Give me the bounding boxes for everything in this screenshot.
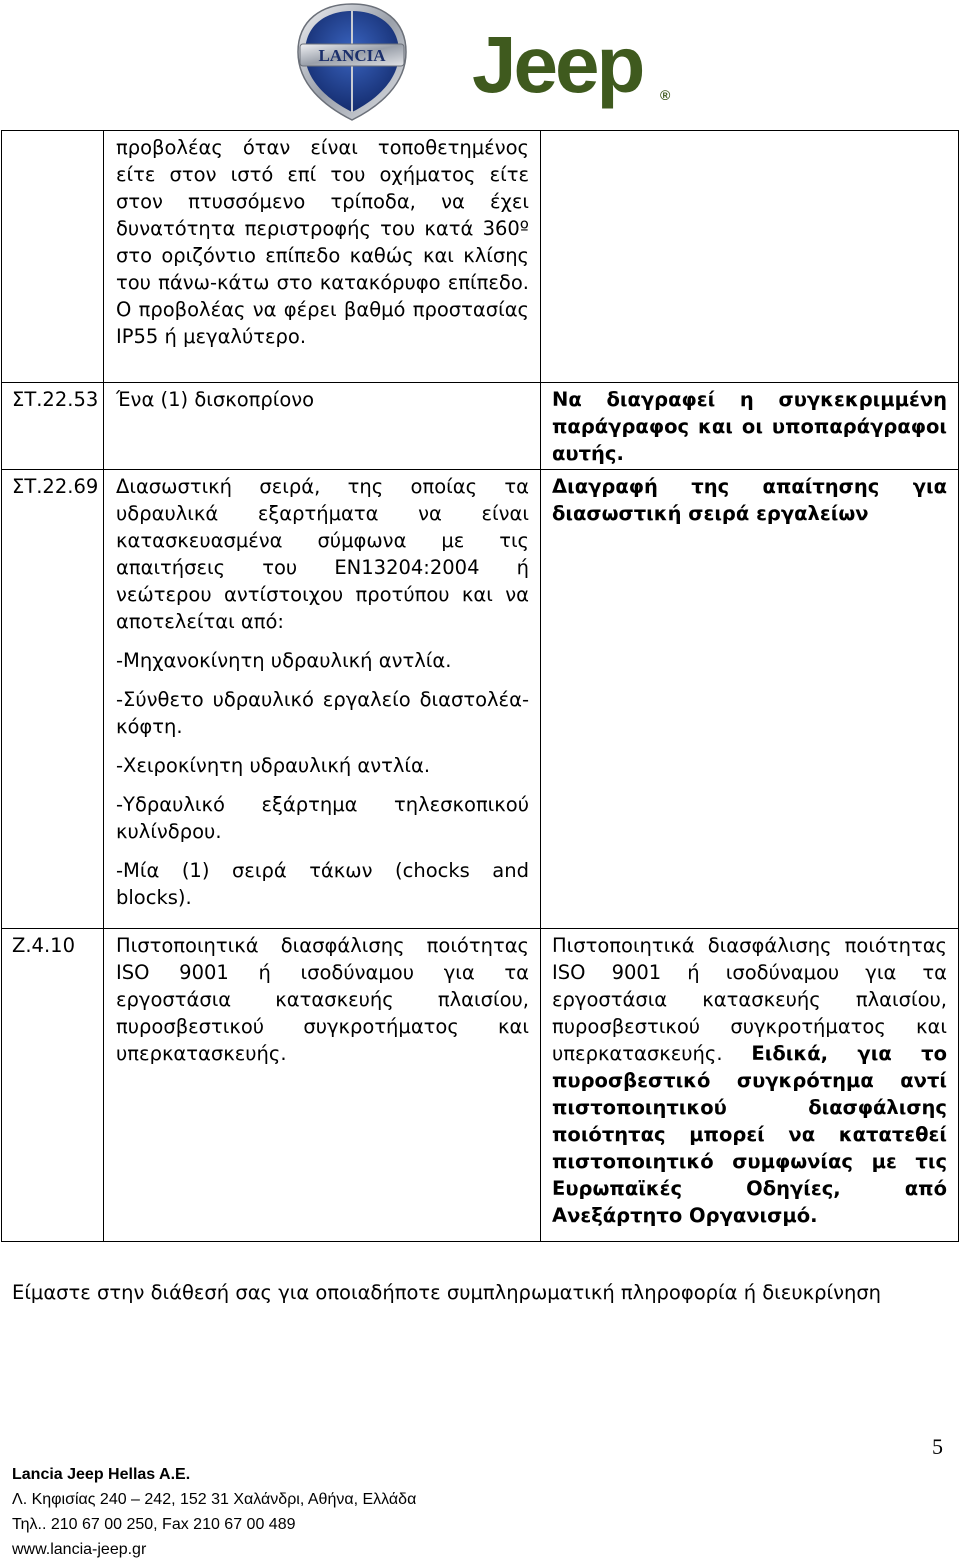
header-logos [290,0,690,125]
footer-website: www.lancia-jeep.gr [12,1541,147,1558]
row-description: προβολέας όταν είναι τοποθετημένος είτε στον ιστό επί του οχήματος είτε στον πτυσσόμενο τρίποδα, να έχει δυνατότητα περιστροφής του κατά 360º στο οριζόντιο επίπεδο καθώς και κλίσης του πάνω-κάτω στο κατακόρυφο επίπεδο. Ο προβολέας να φέρει βαθμό προστασίας IP55 ή μεγαλύτερο. [104,131,541,383]
row-note: Διαγραφή της απαίτησης για διασωστική σειρά εργαλείων [541,470,959,929]
note-bold-text: Ειδικά, για το πυροσβεστικό συγκρότημα αντί πιστοποιητικού διασφάλισης ποιότητας μπορεί να κατατεθεί πιστοποιητικό συμφωνίας με τις Ευρωπαϊκές Οδηγίες, από Ανεξάρτητο Οργανισμό. [552,1042,947,1227]
list-item: -Μηχανοκίνητη υδραυλική αντλία. [116,649,452,672]
list-item: -Υδραυλικό εξάρτημα τηλεσκοπικού κυλίνδρου. [116,793,529,843]
jeep-logo [468,14,678,109]
row-description: Πιστοποιητικά διασφάλισης ποιότητας ISO 9001 ή ισοδύναμου για τα εργοστάσια κατασκευής πλαισίου, πυροσβεστικού συγκροτήματος και υπερκατασκευής. [104,929,541,1242]
row-note [541,131,959,383]
specification-table [1,130,959,1242]
lancia-logo [294,2,410,122]
page-number: 5 [932,1434,943,1459]
table-row [2,131,959,383]
note-regular-text: Πιστοποιητικά διασφάλισης ποιότητας ISO 9001 ή ισοδύναμου για τα εργοστάσια κατασκευής πλαισίου, πυροσβεστικού συγκροτήματος και υπερκατασκευής. [552,934,947,1065]
row-description: Ένα (1) δισκοπρίονο [104,383,541,470]
row-note [541,929,959,1242]
footer-company: Lancia Jeep Hellas A.E. [12,1466,191,1483]
footer-address: Λ. Κηφισίας 240 – 242, 152 31 Χαλάνδρι, Αθήνα, Ελλάδα [12,1491,417,1508]
list-item: -Σύνθετο υδραυλικό εργαλείο διαστολέα-κόφτη. [116,688,529,738]
row-code: Ζ.4.10 [2,929,104,1242]
table-row [2,470,959,929]
row-code [2,131,104,383]
table-row [2,383,959,470]
footer [12,1462,416,1562]
row-code: ΣΤ.22.53 [2,383,104,470]
list-item: -Χειροκίνητη υδραυλική αντλία. [116,754,431,777]
row-description [104,470,541,929]
registered-mark: ® [660,87,671,103]
table-row [2,929,959,1242]
closing-text: Είμαστε στην διάθεσή σας για οποιαδήποτε συμπληρωματική πληροφορία ή διευκρίνηση [12,1281,882,1304]
list-item: -Μία (1) σειρά τάκων (chocks and blocks). [116,859,529,909]
jeep-logo-text: Jeep [472,20,643,109]
footer-phone: Τηλ.. 210 67 00 250, Fax 210 67 00 489 [12,1516,296,1533]
lancia-logo-text: LANCIA [318,46,386,65]
row-code: ΣΤ.22.69 [2,470,104,929]
row-note: Να διαγραφεί η συγκεκριμμένη παράγραφος και οι υποπαράγραφοι αυτής. [541,383,959,470]
description-text: Διασωστική σειρά, της οποίας τα υδραυλικά εξαρτήματα να είναι κατασκευασμένα σύμφωνα με τις απαιτήσεις του EN13204:2004 ή νεώτερου αντίστοιχου προτύπου και να αποτελείται από: [116,475,529,633]
